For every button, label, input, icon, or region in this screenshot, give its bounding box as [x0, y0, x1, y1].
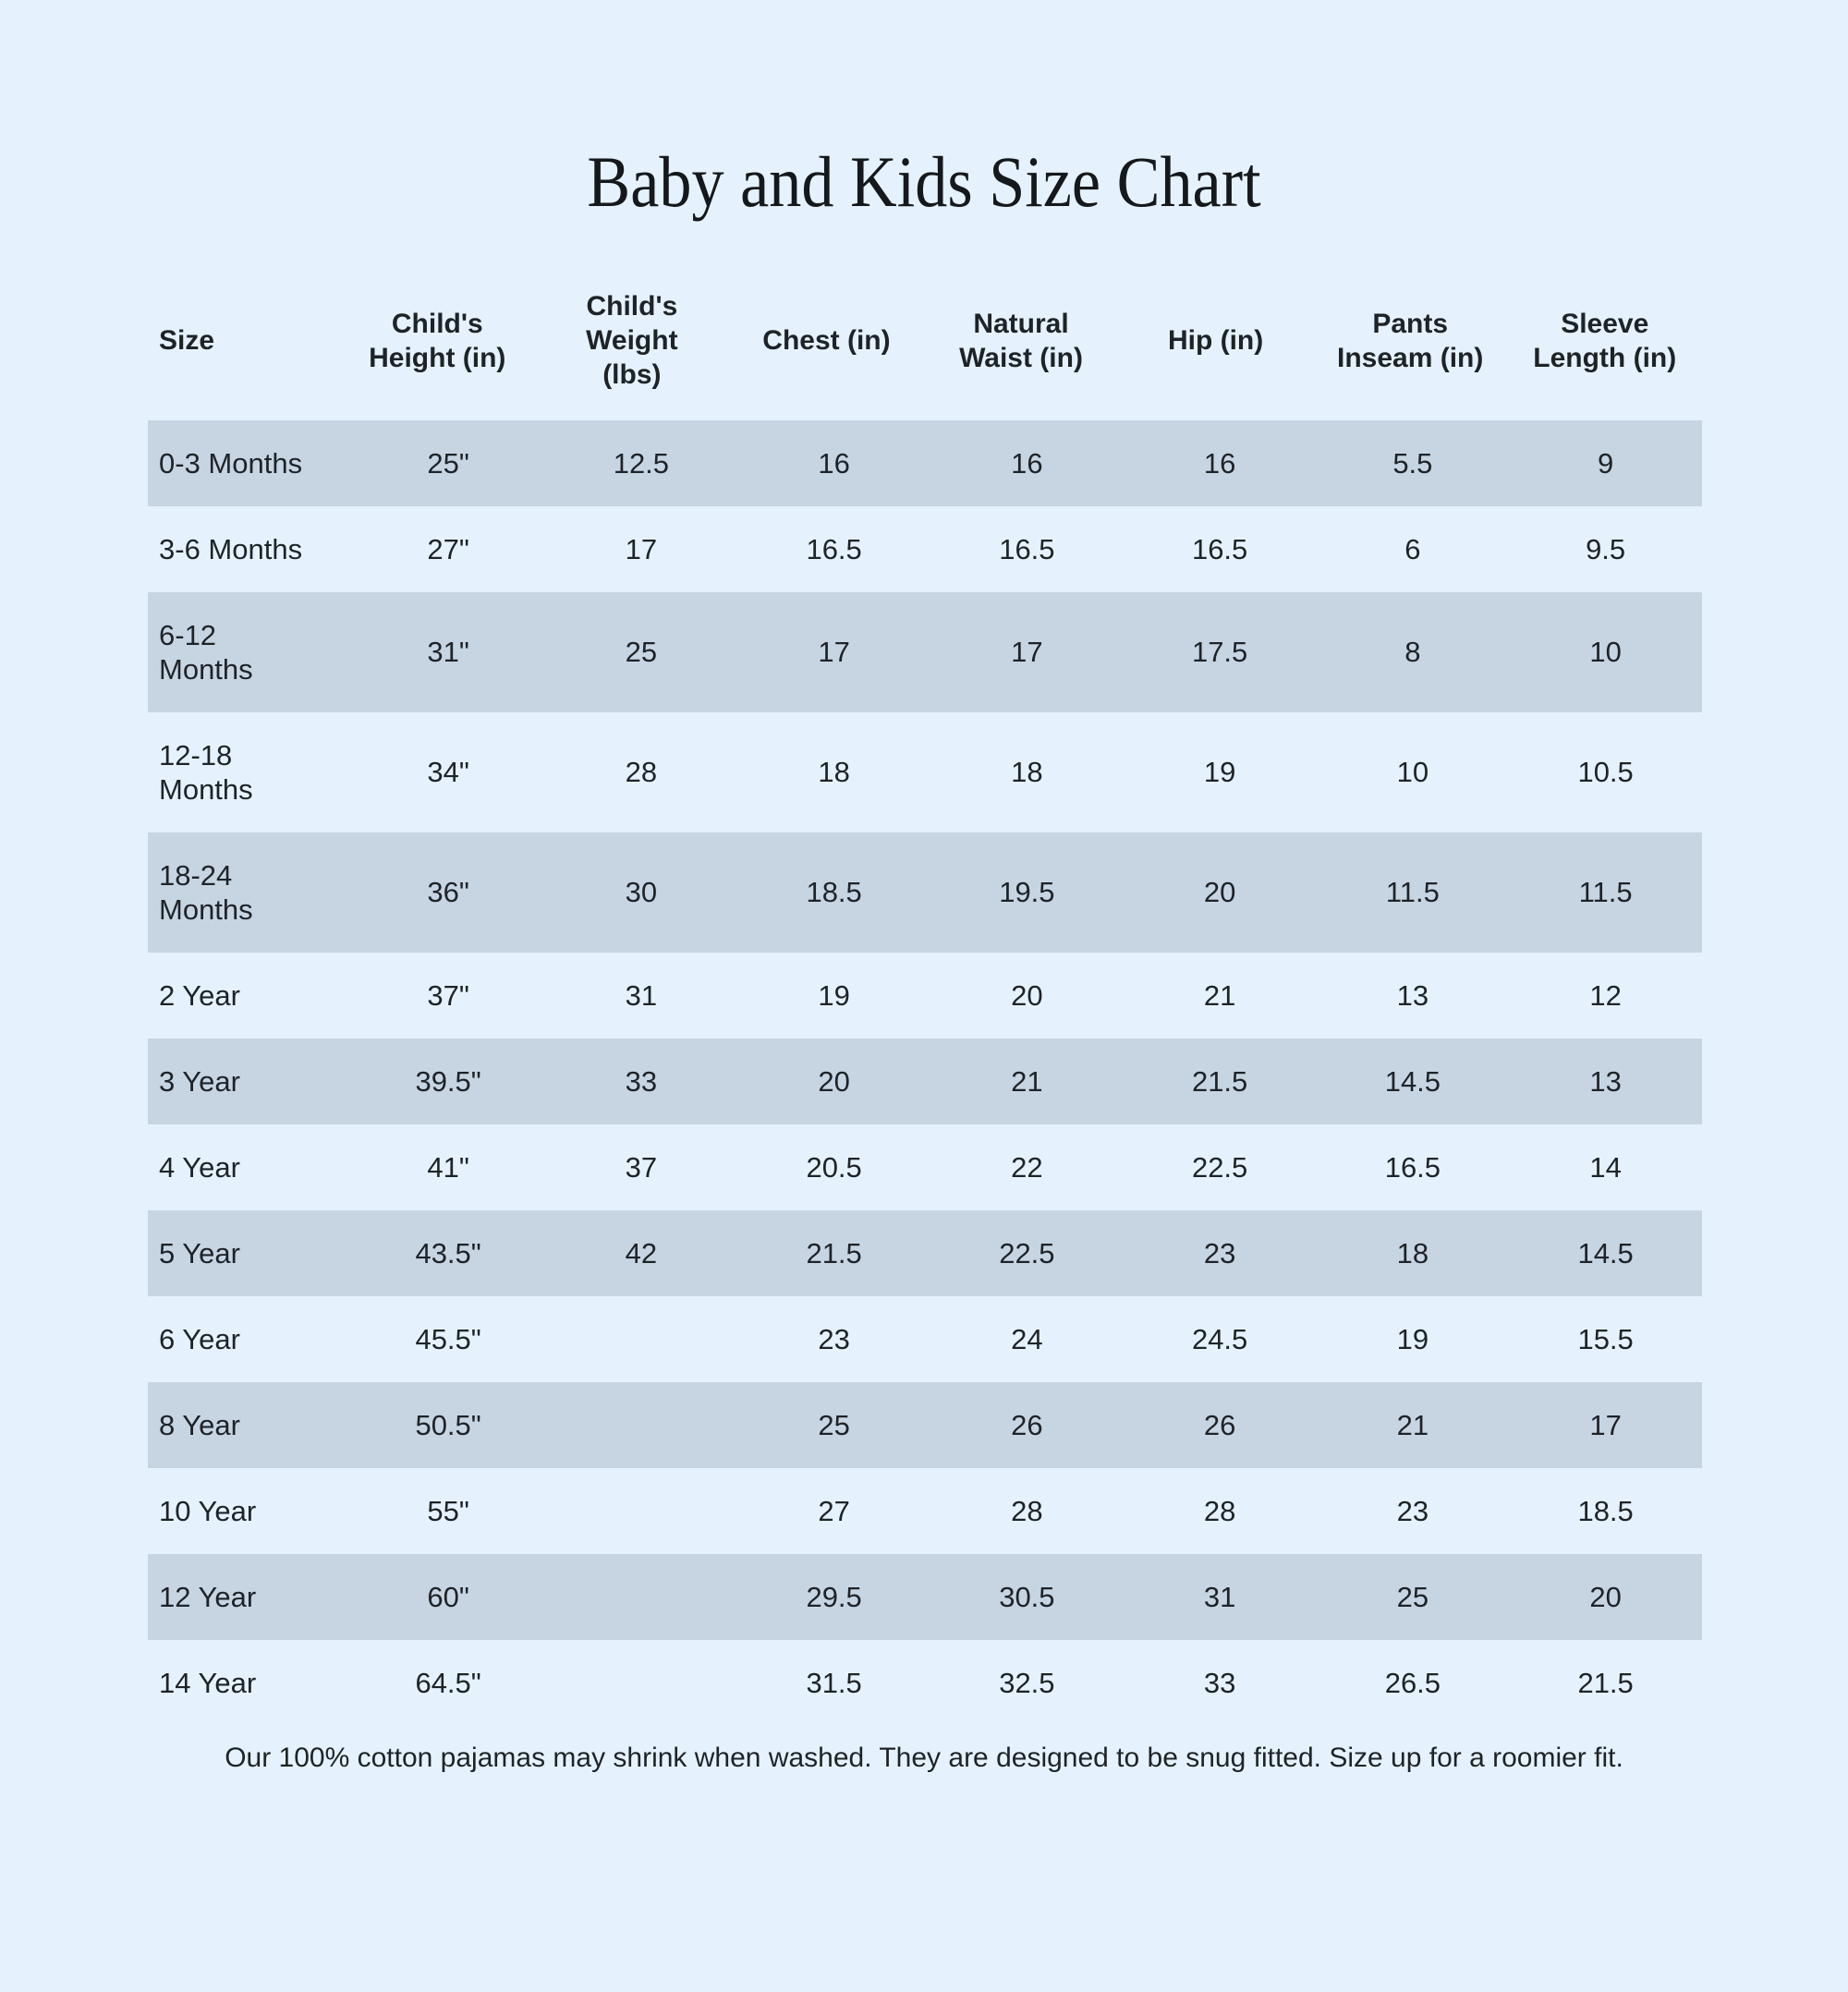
table-row — [148, 1210, 1702, 1296]
value-cell: 11.5 — [1385, 876, 1440, 909]
value-cell: 16.5 — [806, 532, 862, 565]
row-label-cell: 0-3 Months — [159, 446, 303, 480]
value-cell: 29.5 — [806, 1580, 862, 1613]
header-cell: Hip (in) — [1167, 325, 1264, 357]
value-cell: 19 — [1203, 756, 1236, 789]
row-label-cell: 12 Year — [159, 1580, 257, 1613]
value-cell: 17 — [818, 636, 850, 669]
value-cell: 64.5" — [415, 1666, 481, 1699]
value-cell: 28 — [625, 756, 658, 789]
value-cell: 25 — [818, 1408, 850, 1441]
value-cell: 27 — [818, 1494, 850, 1527]
value-cell: 30.5 — [999, 1580, 1055, 1613]
value-cell: 9 — [1598, 446, 1614, 480]
value-cell: 20 — [1203, 876, 1236, 909]
row-label-cell: 18-24 Months — [159, 858, 253, 926]
row-label-cell: 3 Year — [159, 1064, 240, 1098]
value-cell: 21 — [1396, 1408, 1429, 1441]
header-cell: Chest (in) — [762, 325, 891, 357]
value-cell: 45.5" — [415, 1322, 481, 1355]
value-cell: 32.5 — [999, 1666, 1055, 1699]
row-label-cell: 6 Year — [159, 1322, 240, 1355]
value-cell: 26 — [1203, 1408, 1236, 1441]
table-row — [148, 1468, 1702, 1554]
value-cell: 16.5 — [1384, 1150, 1441, 1184]
value-cell: 11.5 — [1578, 876, 1633, 909]
value-cell: 5.5 — [1392, 446, 1433, 480]
value-cell: 12.5 — [613, 446, 670, 480]
value-cell: 18 — [1011, 756, 1043, 789]
value-cell: 21 — [1011, 1064, 1043, 1098]
value-cell: 24 — [1011, 1322, 1043, 1355]
value-cell: 16.5 — [1191, 532, 1248, 565]
value-cell: 28 — [1011, 1494, 1043, 1527]
value-cell: 14.5 — [1577, 1236, 1634, 1269]
value-cell: 16 — [1203, 446, 1236, 480]
table-row — [148, 712, 1702, 832]
value-cell: 8 — [1404, 636, 1421, 669]
table-row — [148, 1039, 1702, 1124]
header-cell: Sleeve Length (in) — [1533, 308, 1677, 373]
table-row — [148, 1296, 1702, 1382]
value-cell: 37" — [427, 978, 469, 1012]
value-cell: 33 — [1203, 1666, 1236, 1699]
value-cell: 10.5 — [1577, 756, 1634, 789]
row-label-cell: 14 Year — [159, 1666, 257, 1699]
value-cell: 36" — [427, 876, 469, 909]
value-cell: 13 — [1589, 1064, 1622, 1098]
value-cell: 34" — [427, 756, 469, 789]
value-cell: 10 — [1589, 636, 1622, 669]
value-cell: 50.5" — [415, 1408, 481, 1441]
value-cell: 13 — [1396, 978, 1429, 1012]
value-cell: 26.5 — [1384, 1666, 1441, 1699]
value-cell: 42 — [625, 1236, 658, 1269]
value-cell: 31.5 — [806, 1666, 862, 1699]
value-cell: 31 — [625, 978, 658, 1012]
table-row — [148, 1554, 1702, 1640]
value-cell: 31 — [1203, 1580, 1236, 1613]
value-cell: 25 — [625, 636, 658, 669]
value-cell: 41" — [427, 1150, 469, 1184]
value-cell: 21.5 — [1191, 1064, 1248, 1098]
value-cell: 33 — [625, 1064, 658, 1098]
header-cell: Pants Inseam (in) — [1336, 308, 1484, 373]
header-cell: Natural Waist (in) — [959, 308, 1083, 373]
value-cell: 39.5" — [415, 1064, 481, 1098]
value-cell: 18 — [1396, 1236, 1429, 1269]
value-cell: 37 — [625, 1150, 658, 1184]
value-cell: 16 — [818, 446, 850, 480]
value-cell: 20.5 — [806, 1150, 862, 1184]
value-cell: 19.5 — [999, 876, 1055, 909]
table-row — [148, 1382, 1702, 1468]
value-cell: 18.5 — [806, 876, 862, 909]
table-row — [148, 1640, 1702, 1726]
value-cell: 17 — [625, 532, 658, 565]
value-cell: 20 — [1011, 978, 1043, 1012]
value-cell: 60" — [427, 1580, 469, 1613]
value-cell: 25" — [427, 446, 469, 480]
value-cell: 24.5 — [1191, 1322, 1248, 1355]
row-label-cell: 10 Year — [159, 1494, 257, 1527]
value-cell: 22.5 — [1191, 1150, 1248, 1184]
value-cell: 25 — [1396, 1580, 1429, 1613]
row-label-cell: 12-18 Months — [159, 738, 253, 806]
value-cell: 26 — [1011, 1408, 1043, 1441]
header-cell: Size — [159, 325, 215, 357]
value-cell: 6 — [1404, 532, 1421, 565]
value-cell: 23 — [818, 1322, 850, 1355]
header-cell: Child's Weight (lbs) — [586, 291, 678, 391]
value-cell: 9.5 — [1586, 532, 1626, 565]
value-cell: 16.5 — [999, 532, 1055, 565]
value-cell: 16 — [1011, 446, 1043, 480]
table-row — [148, 506, 1702, 592]
value-cell: 23 — [1203, 1236, 1236, 1269]
table-row — [148, 592, 1702, 712]
size-chart-page — [0, 141, 1848, 1776]
footnote: Our 100% cotton pajamas may shrink when washed. They are designed to be snug fitted. Size up for a roomier fit. — [225, 1742, 1623, 1773]
value-cell: 21.5 — [806, 1236, 862, 1269]
value-cell: 15.5 — [1577, 1322, 1634, 1355]
value-cell: 17.5 — [1191, 636, 1248, 669]
value-cell: 19 — [818, 978, 850, 1012]
value-cell: 27" — [427, 532, 469, 565]
value-cell: 22.5 — [999, 1236, 1055, 1269]
table-row — [148, 832, 1702, 953]
table-row — [148, 1124, 1702, 1210]
value-cell: 22 — [1011, 1150, 1043, 1184]
value-cell: 20 — [818, 1064, 850, 1098]
value-cell: 18 — [818, 756, 850, 789]
page-title: Baby and Kids Size Chart — [587, 141, 1261, 222]
row-label-cell: 6-12 Months — [159, 618, 253, 686]
value-cell: 23 — [1396, 1494, 1429, 1527]
value-cell: 21.5 — [1577, 1666, 1634, 1699]
value-cell: 55" — [427, 1494, 469, 1527]
row-label-cell: 4 Year — [159, 1150, 240, 1184]
value-cell: 43.5" — [415, 1236, 481, 1269]
value-cell: 20 — [1589, 1580, 1622, 1613]
table-row — [148, 420, 1702, 506]
header-cell: Child's Height (in) — [369, 308, 506, 373]
value-cell: 18.5 — [1577, 1494, 1634, 1527]
value-cell: 17 — [1589, 1408, 1622, 1441]
value-cell: 14 — [1589, 1150, 1622, 1184]
value-cell: 19 — [1396, 1322, 1429, 1355]
value-cell: 17 — [1011, 636, 1043, 669]
row-label-cell: 3-6 Months — [159, 532, 303, 565]
value-cell: 12 — [1589, 978, 1622, 1012]
row-label-cell: 8 Year — [159, 1408, 240, 1441]
value-cell: 21 — [1203, 978, 1236, 1012]
table-row — [148, 953, 1702, 1039]
value-cell: 28 — [1203, 1494, 1236, 1527]
value-cell: 14.5 — [1384, 1064, 1441, 1098]
value-cell: 10 — [1396, 756, 1429, 789]
value-cell: 31" — [427, 636, 469, 669]
row-label-cell: 5 Year — [159, 1236, 240, 1269]
table-body — [148, 420, 1702, 1726]
table-header-row — [148, 273, 1702, 408]
value-cell: 30 — [625, 876, 658, 909]
row-label-cell: 2 Year — [159, 978, 240, 1012]
size-chart-table — [148, 273, 1702, 1726]
